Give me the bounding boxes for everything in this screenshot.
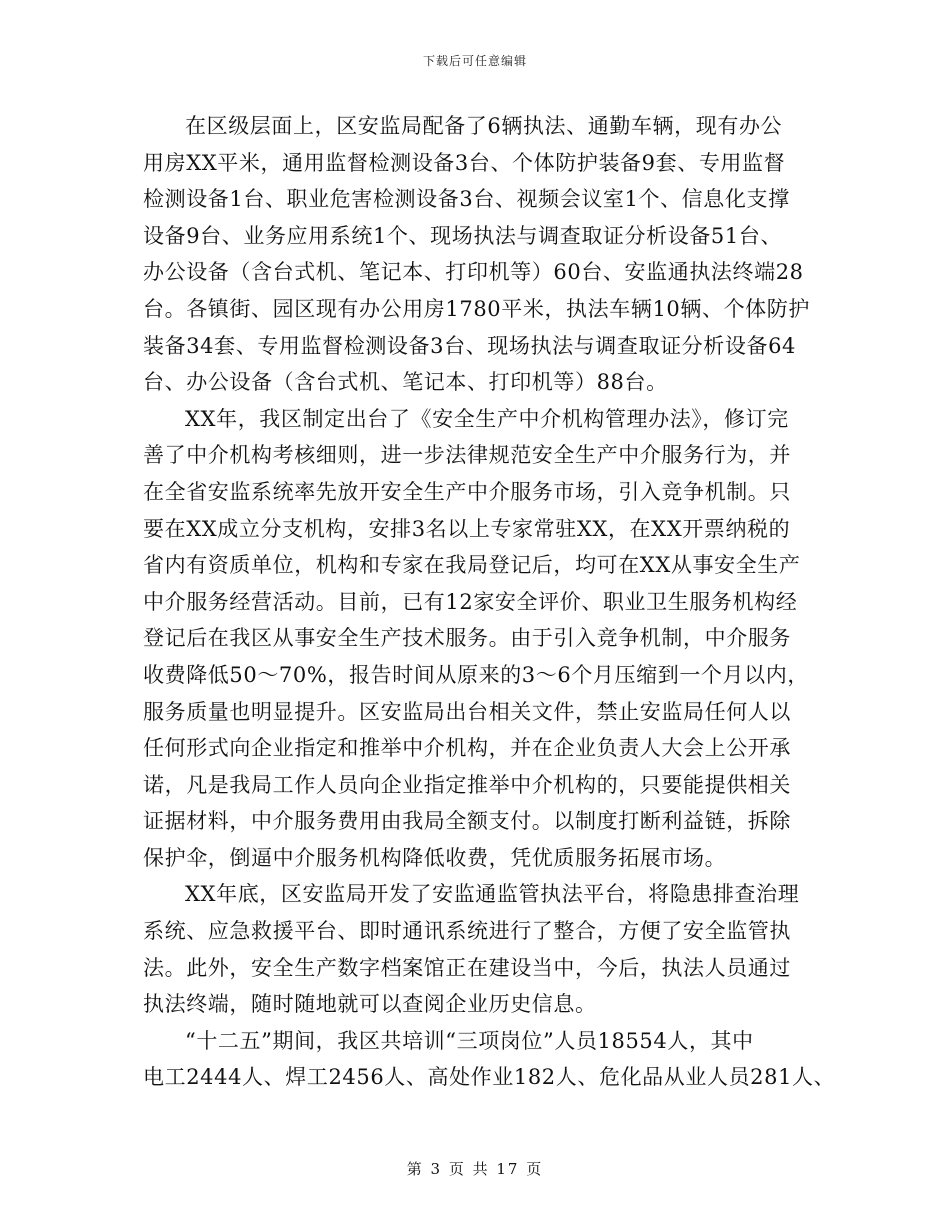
paragraph-line: 系统、应急救援平台、即时通讯系统进行了整合，方便了安全监管执 (143, 919, 791, 944)
paragraph-line: 中介服务经营活动。目前，已有12家安全评价、职业卫生服务机构经 (143, 589, 798, 614)
paragraph-line: 设备9台、业务应用系统1个、现场执法与调查取证分析设备51台、 (143, 223, 783, 248)
page-number-footer: 第 3 页 共 17 页 (406, 1160, 544, 1178)
paragraph-line: 法。此外，安全生产数字档案馆正在建设当中，今后，执法人员通过 (143, 955, 791, 980)
paragraph-line: 保护伞，倒逼中介服务机构降低收费，凭优质服务拓展市场。 (143, 845, 727, 870)
paragraph-line: 电工2444人、焊工2456人、高处作业182人、危化品从业人员281人、 (143, 1065, 836, 1090)
paragraph-line: 登记后在我区从事安全生产技术服务。由于引入竞争机制，中介服务 (143, 626, 791, 651)
paragraph-line: 诺，凡是我局工作人员向企业指定推举中介机构的，只要能提供相关 (143, 772, 791, 797)
paragraph-line: 台。各镇街、园区现有办公用房1780平米，执法车辆10辆、个体防护 (143, 296, 810, 321)
paragraph-line: 要在XX成立分支机构，安排3名以上专家常驻XX，在XX开票纳税的 (143, 516, 791, 541)
paragraph-line: 善了中介机构考核细则，进一步法律规范安全生产中介服务行为，并 (143, 443, 791, 468)
paragraph-line: 办公设备（含台式机、笔记本、打印机等）60台、安监通执法终端28 (143, 260, 804, 285)
paragraph-line: 收费降低50～70%，报告时间从原来的3～6个月压缩到一个月以内， (143, 662, 809, 687)
paragraph-line: 服务质量也明显提升。区安监局出台相关文件，禁止安监局任何人以 (143, 699, 791, 724)
paragraph-line: 装备34套、专用监督检测设备3台、现场执法与调查取证分析设备64 (143, 333, 797, 358)
page-header: 下载后可任意编辑 (422, 54, 527, 68)
paragraph-line: 在区级层面上，区安监局配备了6辆执法、通勤车辆，现有办公 (185, 114, 783, 138)
document-body (143, 108, 836, 1096)
paragraph-line: XX年，我区制定出台了《安全生产中介机构管理办法》，修订完 (185, 406, 789, 431)
paragraph-line: 证据材料，中介服务费用由我局全额支付。以制度打断利益链，拆除 (143, 809, 791, 834)
paragraph-line: 用房XX平米，通用监督检测设备3台、个体防护装备9套、专用监督 (143, 150, 786, 175)
paragraph-line: 省内有资质单位，机构和专家在我局登记后，均可在XX从事安全生产 (143, 553, 801, 578)
paragraph-line: 台、办公设备（含台式机、笔记本、打印机等）88台。 (143, 370, 668, 395)
paragraph-line: “十二五”期间，我区共培训“三项岗位”人员18554人，其中 (185, 1028, 754, 1053)
paragraph-line: 检测设备1台、职业危害检测设备3台、视频会议室1个、信息化支撑 (143, 187, 790, 212)
paragraph-line: 执法终端，随时随地就可以查阅企业历史信息。 (143, 992, 597, 1017)
paragraph-line: XX年底，区安监局开发了安监通监管执法平台，将隐患排查治理 (185, 882, 800, 907)
paragraph-line: 任何形式向企业指定和推举中介机构，并在企业负责人大会上公开承 (143, 736, 791, 761)
paragraph-line: 在全省安监系统率先放开安全生产中介服务市场，引入竞争机制。只 (143, 479, 791, 504)
